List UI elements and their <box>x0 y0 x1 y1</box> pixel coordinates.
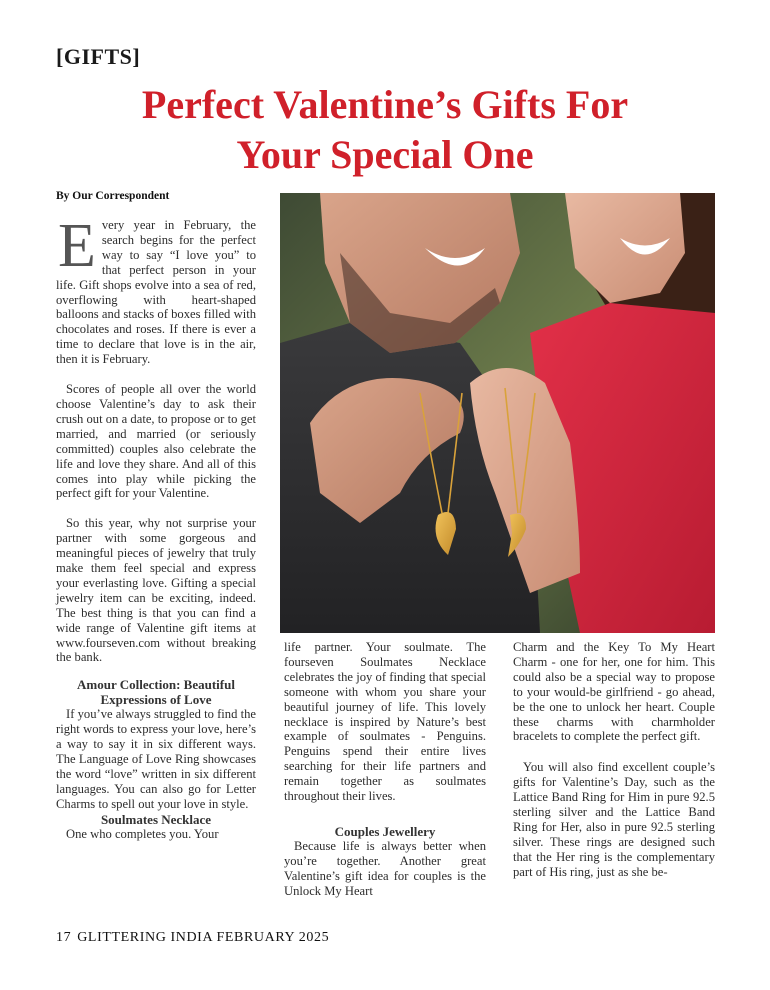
article-headline <box>60 80 710 180</box>
paragraph: One who completes you. Your <box>66 826 219 841</box>
couple-necklace-photo <box>280 193 715 633</box>
page-footer <box>56 930 335 946</box>
subheading-amour-line-2: Expressions of Love <box>100 692 212 708</box>
paragraph: So this year, why not surprise your partner with some gorgeous and meaningful pieces of jewelry that truly make them feel special and express your everlasting love. Gifting a special jewelry item can be exciting, indeed. The best thing is that you can find a wide range of Valentine gift items at www.fourseven.com without breaking the bank. <box>56 516 256 665</box>
paragraph: life partner. Your soulmate. The fourseven Soulmates Necklace celebrates the joy of finding that special someone with whom you share your beautiful journey of life. This lovely necklace is inspired by Nature’s best example of soulmates - Penguins. Penguins spend their entire lives searching for their life partners and remain together as soulmates throughout their lives. <box>284 640 486 804</box>
paragraph: Charm and the Key To My Heart Charm - one for her, one for him. This could also be a special way to propose to your would-be girlfriend - go ahead, be the one to unlock her heart. Couple these charms with charmholder bracelets to complete the perfect gift. <box>513 640 715 744</box>
publication-line: GLITTERING INDIA FEBRUARY 2025 <box>77 930 330 945</box>
subheading-couples: Couples Jewellery <box>334 823 436 839</box>
drop-cap: E <box>58 212 96 280</box>
subheading-amour-line-1: Amour Collection: Beautiful <box>77 677 235 693</box>
text-column-3 <box>513 640 715 880</box>
subheading-soulmates: Soulmates Necklace <box>100 811 212 827</box>
paragraph: Scores of people all over the world choose Valentine’s day to ask their crush out on a date, to propose or to get married, and married (or seriously committed) couples also celebrate the life and love they share. And all of this comes into play while picking the perfect gift for your Valentine. <box>56 382 256 501</box>
paragraph: Because life is always better when you’re together. Another great Valentine’s gift idea for couples is the Unlock My Heart <box>284 838 486 898</box>
paragraph: You will also find excellent couple’s gifts for Valentine’s Day, such as the Lattice Band Ring for Him in pure 92.5 sterling silver and the Lattice Band Ring for Her, also in pure 92.5 sterling silver. These rings are designed such that the Her ring is the complementary part of His ring, just as she be- <box>513 760 715 879</box>
headline-line-1: Perfect Valentine’s Gifts For <box>141 82 629 127</box>
section-tag: [GIFTS] <box>56 44 141 69</box>
text-column-1 <box>56 212 256 842</box>
paragraph: If you’ve always struggled to find the right words to express your love, here’s a way to say it in six different ways. The Language of Love Ring showcases the word “love” written in six different languages. You can also go for Letter Charms to spell out your love in style. <box>56 707 256 811</box>
paragraph-intro <box>56 212 256 367</box>
paragraph-intro-text: very year in February, the search begins for the perfect way to say “I love you” to that perfect person in your life. Gift shops evolve into a sea of red, overflowing with heart-shaped balloons and stacks of boxes filled with chocolates and roses. If there is ever a time to declare that love is in the air, then it is February. <box>56 218 256 367</box>
page-number: 17 <box>56 930 72 945</box>
subheading-amour <box>56 677 256 707</box>
text-column-2 <box>284 640 486 899</box>
byline: By Our Correspondent <box>56 190 170 202</box>
headline-line-2: Your Special One <box>236 132 534 177</box>
